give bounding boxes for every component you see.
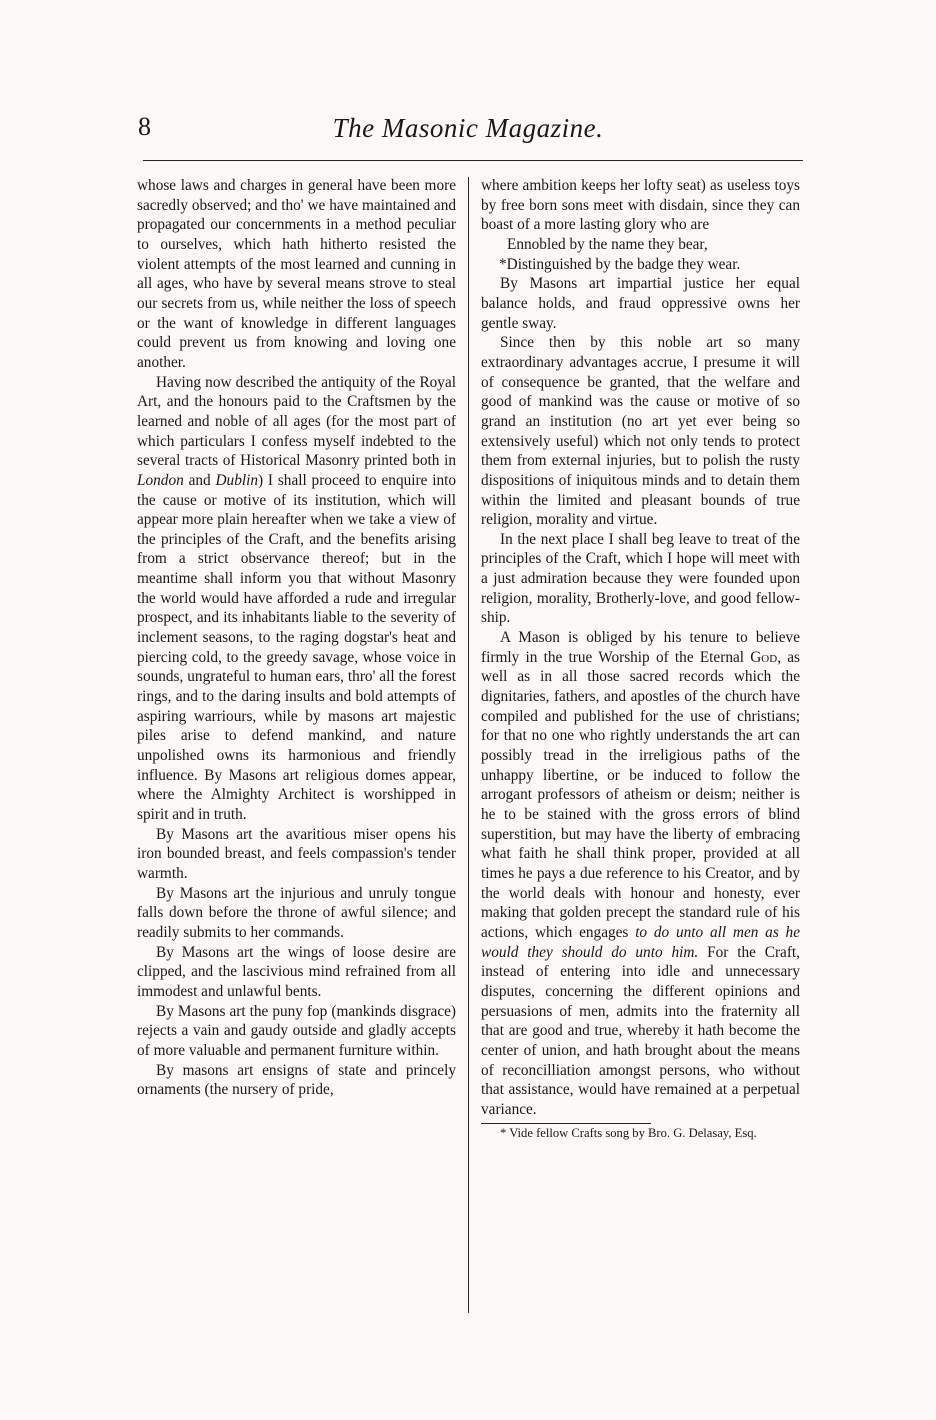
paragraph: By Masons art impartial justice her equal balance holds, and fraud oppressive owns her gentle sway.: [481, 275, 800, 332]
paragraph: Since then by this noble art so many extraordinary advantages accrue, I presume it will of consequence be granted, that the welfare and good of mankind was the cause or motive of so grand an institution (no art yet ever being so extensively useful) which not only tends to protect them from external injuries, but to polish the rusty dispositions of iniquitous minds and to detain them within the limited and pleasant bounds of true religion, morality and virtue.: [481, 334, 800, 529]
paragraph: By Masons art the injurious and unruly tongue falls down before the throne of awful silence; and readily submits to her commands.: [137, 884, 456, 941]
paragraph: where ambition keeps her lofty seat) as useless toys by free born sons meet with disdain, since they can boast of a more lasting glory who are: [481, 177, 800, 234]
text-run: For the Craft, instead of entering into idle and unnecessary disputes, concerning the different opinions and persuasions of men, admits into the fraternity all that are good and true, whereby it hath become the center of union, and hath brought about the means of reconcilliation amongst persons, who without that assistance, would have remained at a perpetual variance.: [481, 943, 800, 1118]
footnote-rule: [481, 1123, 651, 1124]
text-run: , as well as in all those sacred records which the dignitaries, fathers, and apostles of the church have compiled and published for the use of christians; for that no one who rightly understands the art can possibly tread in the irreligious paths of the unhappy libertine, or be induced to follow the arrogant professors of atheism or deism; neither is he to be stained with the gross errors of blind superstition, but may have the liberty of embracing what faith he shall think proper, provided at all times he pays a due reference to his Creator, and by the world deals with honour and honesty, ever making that golden precept the standard rule of his actions, which engages: [481, 648, 800, 941]
right-column: [481, 176, 800, 1141]
header-rule: [143, 160, 803, 161]
verse-line: *Distinguished by the badge they wear.: [499, 255, 741, 273]
running-title: The Masonic Magazine.: [332, 113, 604, 143]
text-run: Having now described the antiquity of the Royal Art, and the honours paid to the Craftsmen by the learned and noble of all ages (for the most part of which particulars I confess myself indebted to the several tracts of Historical Masonry printed both in: [137, 373, 456, 470]
verse-line: Ennobled by the name they bear,: [507, 235, 708, 253]
paragraph: By Masons art the avaritious miser opens his iron bounded breast, and feels compassion's tender warmth.: [137, 825, 456, 882]
paragraph: whose laws and charges in general have been more sacredly observed; and tho' we have maintained and propagated our concernments in a method peculiar to ourselves, which hath hitherto resisted the violent attempts of the most learned and cunning in all ages, who have by several means strove to steal our secrets from us, while neither the loss of speech or the want of knowledge in different languages could prevent us from knowing and loving one another.: [137, 177, 456, 371]
paragraph: By masons art ensigns of state and princely ornaments (the nursery of pride,: [137, 1061, 456, 1099]
italic-quotation: to do unto all men as he would they should do unto him.: [481, 923, 800, 961]
italic-place-name: Dublin: [215, 471, 258, 489]
italic-place-name: London: [137, 471, 184, 489]
small-caps-word: God: [750, 648, 778, 666]
text-run: ) I shall proceed to enquire into the cause or motive of its institution, which will appear more plain hereafter when we take a view of the principles of the Craft, and the benefits arising from a strict observance thereof; but in the meantime shall inform you that without Masonry the world would have afforded a rude and irregular prospect, and its inhabitants liable to the severity of inclement seasons, to the raging dogstar's heat and piercing cold, to the greedy savage, whose voice in sounds, ungrateful to human ears, thro' all the forest rings, and to the daring insults and bold attempts of aspiring warriours, while by masons art majestic piles arise to defend mankind, and nature unpolished owns its harmonious and friendly influence. By Masons art religious domes appear, where the Almighty Architect is worshipped in spirit and in truth.: [137, 471, 456, 823]
column-divider: [468, 177, 469, 1313]
paragraph: By Masons art the puny fop (mankinds disgrace) rejects a vain and gaudy outside and gladly accepts of more valuable and permanent furniture within.: [137, 1002, 456, 1059]
paragraph: By Masons art the wings of loose desire are clipped, and the lascivious mind refrained from all immodest and unlawful bents.: [137, 943, 456, 1000]
paragraph: [481, 628, 800, 1119]
page-number: 8: [138, 112, 151, 141]
left-column: [137, 176, 456, 1100]
paragraph: [137, 373, 456, 825]
footnote: * Vide fellow Crafts song by Bro. G. Delasay, Esq.: [500, 1125, 757, 1140]
text-run: and: [183, 471, 216, 489]
text-run: A Mason is obliged by his tenure to believe firmly in the true Worship of the Eternal: [481, 629, 800, 666]
paragraph: In the next place I shall beg leave to treat of the principles of the Craft, which I hope will meet with a just admiration because they were founded upon religion, morality, Brotherly-love, and good fellowship.: [481, 530, 800, 627]
